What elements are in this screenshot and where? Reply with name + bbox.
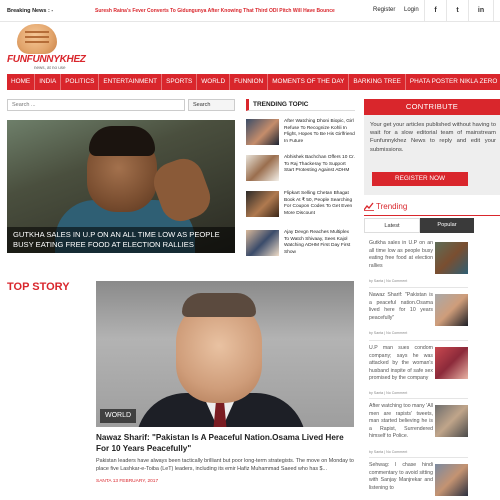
- trending-topic-item[interactable]: [246, 191, 355, 219]
- nav-item-entertainment[interactable]: ENTERTAINMENT: [99, 74, 162, 90]
- trending-thumbnail[interactable]: [246, 155, 279, 181]
- latest-thumbnail[interactable]: [435, 405, 468, 437]
- nav-item-politics[interactable]: POLITICS: [61, 74, 99, 90]
- twitter-icon[interactable]: t: [446, 0, 468, 21]
- top-story-meta: SANTA 13 FEBRUARY, 2017: [96, 479, 159, 484]
- story-photo-hair: [182, 293, 256, 317]
- register-now-button[interactable]: REGISTER NOW: [372, 172, 468, 186]
- latest-item-text[interactable]: U.P man sues condom company; says he was attacked by the woman's husband inspite of safe sex promised by the company: [369, 345, 433, 382]
- latest-thumbnail[interactable]: [435, 294, 468, 326]
- tab-popular[interactable]: Popular: [420, 218, 474, 233]
- logo-tagline: news, at no use: [34, 65, 66, 70]
- login-link[interactable]: Login: [404, 7, 419, 13]
- category-badge[interactable]: WORLD: [100, 409, 136, 423]
- nav-item-world[interactable]: WORLD: [197, 74, 230, 90]
- latest-item-text[interactable]: Gutkha sales in U.P on an all time low as people busy eating free food at election rallies: [369, 240, 433, 269]
- trending-title: Trending: [376, 202, 408, 211]
- top-bar: [0, 0, 500, 22]
- latest-item-meta: by Santa | No Comment: [369, 331, 408, 335]
- trending-topic-text[interactable]: After Watching Dhoni Biopic, Girl Refuse To Recognize Kohli In Flight, Hopes To Be His Girlfriend In Future: [284, 119, 355, 144]
- list-item[interactable]: [369, 462, 500, 500]
- trending-thumbnail[interactable]: [246, 191, 279, 217]
- list-item[interactable]: [369, 292, 500, 342]
- latest-item-text[interactable]: After watching too many 'All men are rapists' tweets, man started believing he is a Rapist, Surrendered himself to Police.: [369, 403, 433, 440]
- top-story-title[interactable]: Nawaz Sharif: "Pakistan Is A Peaceful Nation.Osama Lived Here For 10 Years Peacefully": [96, 433, 344, 453]
- nav-item-phata-poster[interactable]: PHATA POSTER NIKLA ZERO: [409, 78, 498, 85]
- nav-item-home[interactable]: HOME: [7, 74, 35, 90]
- fist-logo-icon: [17, 24, 57, 54]
- divider: [369, 457, 468, 458]
- contribute-text: Your get your articles published without having to wait for a slow editorial team of mainstream Funfunnykhez News to reply and edit your submissions.: [370, 122, 496, 153]
- trending-topic-item[interactable]: [246, 155, 355, 183]
- tab-latest[interactable]: Latest: [364, 218, 420, 233]
- search-button[interactable]: Search: [188, 99, 235, 111]
- nav-item-moments-of-the-day[interactable]: MOMENTS OF THE DAY: [268, 74, 349, 90]
- nav-item-india[interactable]: INDIA: [35, 74, 61, 90]
- breaking-news-ticker[interactable]: Suresh Raina's Fever Converts To Gidungunya After Knowing That Third ODI Pitch Will Have Bounce: [95, 8, 335, 14]
- contribute-heading: CONTRIBUTE: [364, 99, 500, 115]
- list-item[interactable]: [369, 345, 500, 395]
- latest-thumbnail[interactable]: [435, 347, 468, 379]
- latest-thumbnail[interactable]: [435, 242, 468, 274]
- list-item[interactable]: [369, 403, 500, 453]
- featured-caption[interactable]: GUTKHA SALES IN U.P ON AN ALL TIME LOW AS PEOPLE BUSY EATING FREE FOOD AT ELECTION RALLIES: [7, 227, 235, 253]
- latest-thumbnail[interactable]: [435, 464, 468, 496]
- facebook-icon[interactable]: f: [424, 0, 446, 21]
- linkedin-icon[interactable]: in: [468, 0, 494, 21]
- latest-item-meta: by Santa | No Comment: [369, 450, 408, 454]
- latest-item-meta: by Santa | No Comment: [369, 279, 408, 283]
- nav-item-sports[interactable]: SPORTS: [162, 74, 197, 90]
- trending-topic-item[interactable]: [246, 230, 355, 258]
- divider: [369, 340, 468, 341]
- trending-chart-icon: [364, 202, 374, 211]
- divider: [369, 398, 468, 399]
- trending-topic-text[interactable]: Abhishek Bachchan Offers 10 Cr. To Raj Thackeray To Support Start Protesting Against ADHM: [284, 155, 355, 174]
- trending-thumbnail[interactable]: [246, 230, 279, 256]
- trending-topic-text[interactable]: Flipkart Selling Chetan Bhagat Book At ₹ 50, People Searching For Coupon Codes To Get Even More Discount: [284, 191, 353, 216]
- trending-divider: [364, 215, 500, 216]
- breaking-news-label: Breaking News : -: [7, 8, 54, 14]
- search-input[interactable]: [7, 99, 185, 111]
- list-item[interactable]: [369, 240, 500, 290]
- logo-brand-text: FUNFUNNYKHEZ: [7, 54, 86, 65]
- latest-item-text[interactable]: Nawaz Sharif: "Pakistan is a peaceful nation.Osama lived here for 10 years peacefully": [369, 292, 433, 321]
- divider: [369, 287, 468, 288]
- top-story-heading: TOP STORY: [7, 281, 70, 293]
- latest-item-meta: by Santa | No Comment: [369, 391, 408, 395]
- trending-topic-heading: TRENDING TOPIC: [246, 99, 355, 111]
- trending-thumbnail[interactable]: [246, 119, 279, 145]
- top-story-image[interactable]: [96, 281, 354, 427]
- featured-slider[interactable]: [7, 120, 235, 253]
- top-story-excerpt: Pakistan leaders have always been tactically brilliant but poor long-term strategists. The move on Monday to place five Lashkar-e-Toiba (LeT) leaders, including its emir Hafiz Muhammad Saeed who has $...: [96, 458, 354, 472]
- main-nav: [7, 74, 500, 90]
- register-link[interactable]: Register: [373, 7, 396, 13]
- site-logo[interactable]: [7, 24, 87, 70]
- trending-topic-text[interactable]: Ajay Devgn Reaches Multiplex To Watch Shivaay, Sees Kajol Watching ADHM First Day First Show: [284, 230, 351, 255]
- trending-topic-item[interactable]: [246, 119, 355, 147]
- latest-item-text[interactable]: Sehwag: I chase hindi commentary to avoid sitting with Sanjay Manjrekar and listening to: [369, 462, 433, 491]
- nav-item-barking-tree[interactable]: BARKING TREE: [349, 74, 405, 90]
- nav-item-funnion[interactable]: FUNNION: [230, 74, 268, 90]
- featured-photo-hair: [89, 126, 155, 156]
